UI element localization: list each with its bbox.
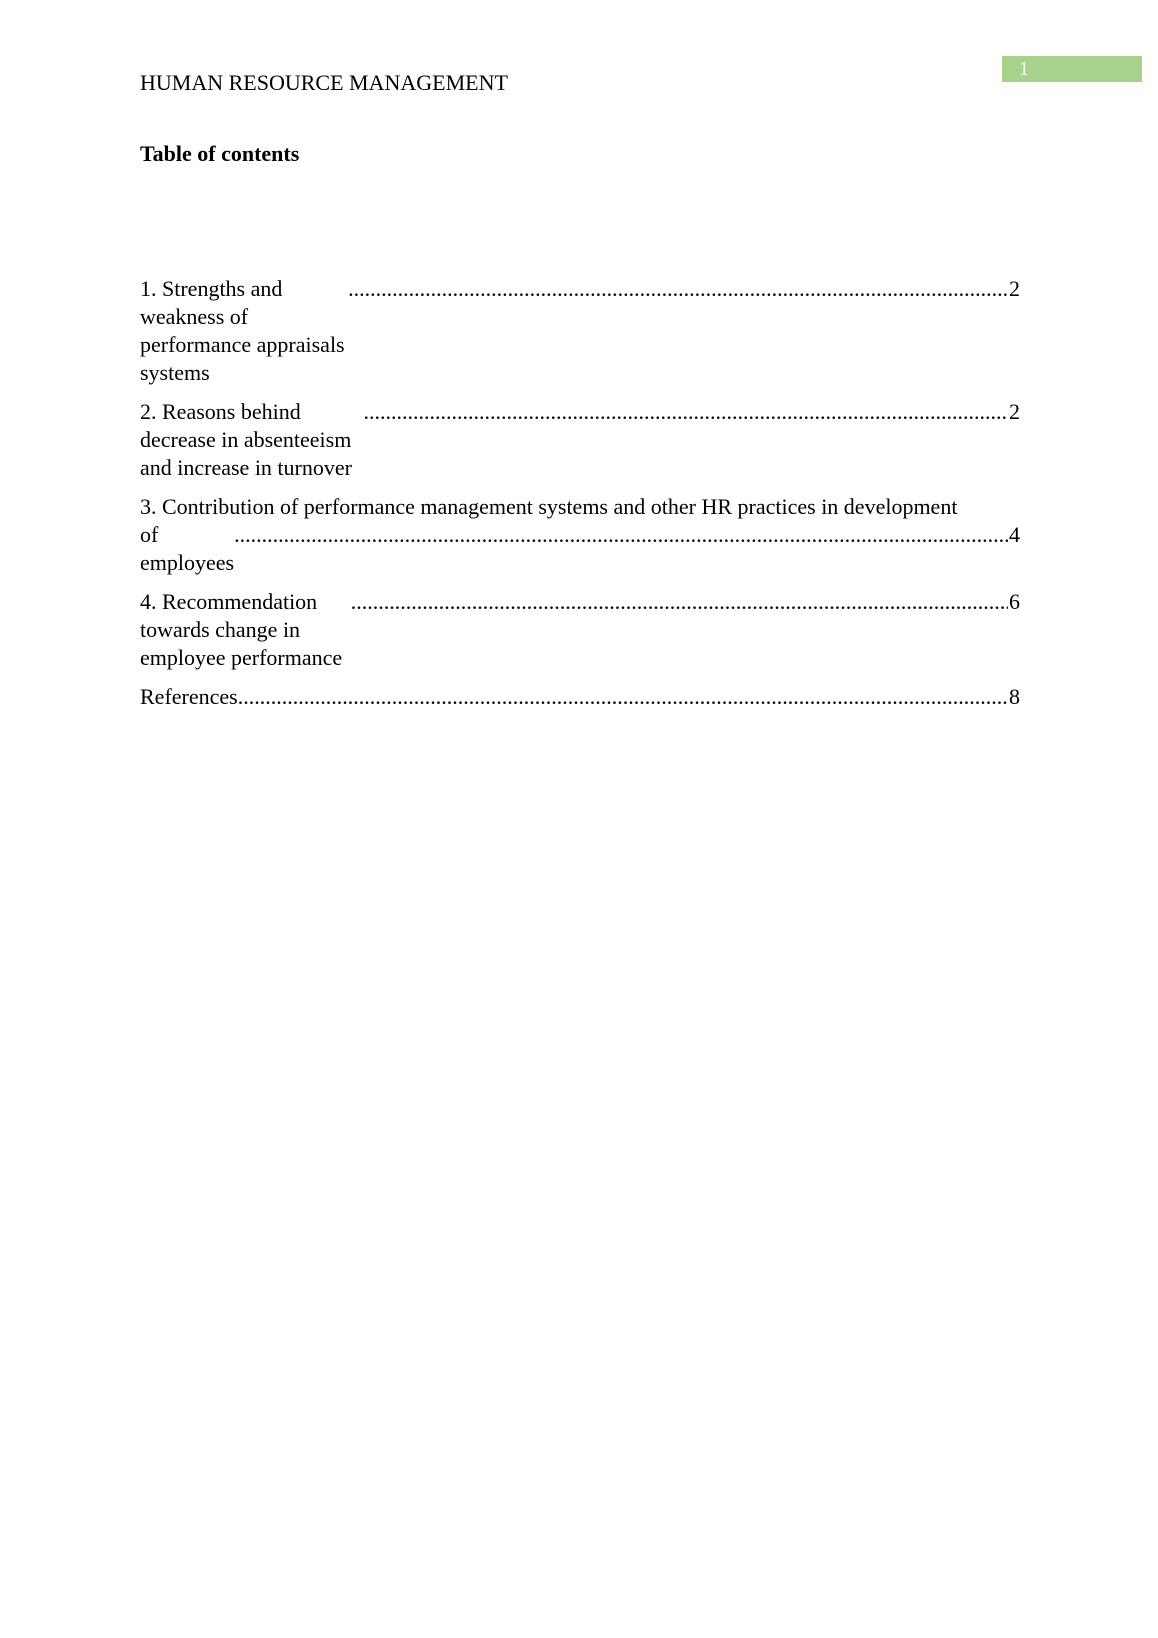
toc-dot-leader (363, 398, 1008, 426)
toc-entry-recommendation[interactable] (140, 588, 1020, 672)
toc-entry-page: 6 (1009, 589, 1020, 614)
toc-entry-title: 4. Recommendation towards change in employee performance (140, 589, 343, 670)
toc-entry-reasons[interactable] (140, 398, 1020, 482)
running-head: HUMAN RESOURCE MANAGEMENT (140, 70, 508, 95)
toc-dot-leader (351, 588, 1008, 616)
toc-entry-page: 4 (1009, 522, 1020, 547)
toc-entry-contribution[interactable] (140, 493, 1020, 577)
toc-entry-title-continued: of employees (140, 522, 235, 575)
toc-entry-references[interactable] (140, 683, 1020, 711)
toc-entry-page: 2 (1009, 399, 1020, 424)
toc-dot-leader (238, 683, 1008, 711)
toc-entry-page: 2 (1009, 276, 1020, 301)
toc-entry-title-first-line: 3. Contribution of performance management systems and other HR practices in development (140, 494, 958, 519)
toc-entry-title: 1. Strengths and weakness of performance appraisals systems (140, 276, 345, 385)
toc-entry-title: References (140, 684, 238, 709)
toc-entry-line (140, 275, 1020, 387)
toc-dot-leader (234, 521, 1008, 549)
toc-dot-leader (348, 275, 1008, 303)
toc-list (140, 275, 1020, 722)
toc-entry-line (140, 683, 1020, 711)
toc-entry-strengths[interactable] (140, 275, 1020, 387)
toc-entry-line (140, 521, 1020, 577)
toc-entry-line (140, 588, 1020, 672)
toc-entry-title: 2. Reasons behind decrease in absenteeism and increase in turnover (140, 399, 352, 480)
toc-title: Table of contents (140, 141, 300, 166)
page-number-badge: 1 (1002, 56, 1142, 82)
toc-entry-page: 8 (1009, 684, 1020, 709)
toc-entry-line (140, 398, 1020, 482)
